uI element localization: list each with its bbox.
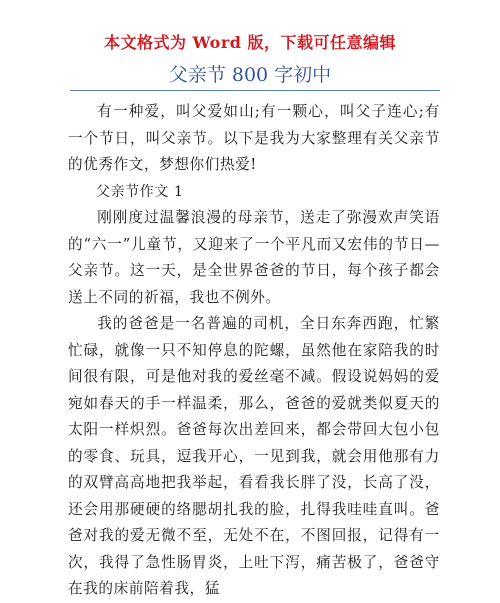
body-paragraph: 我的爸爸是一名普遍的司机，全日东奔西跑，忙繁忙碌，就像一只不知停息的陀螺，虽然他在家陪我的时间很有限，可是他对我的爱丝毫不减。假设说妈妈的爱宛如春天的手一样温柔，那么，爸爸的爱就类似夏天的太阳一样炽烈。爸爸每次出差回来，都会带回大包小包的零食、玩具，逗我开心，一见到我，就会用他那有力的双臂高高地把我举起，看看我长胖了没，长高了没，还会用那硬硬的络腮胡扎我的脸，扎得我哇哇直叫。爸爸对我的爱无微不至，无处不在，不图回报，记得有一次，我得了急性肠胃炎，上吐下泻，痛苦极了，爸爸守在我的床前陪着我，猛 — [68, 315, 440, 597]
title-divider — [70, 90, 440, 91]
document-body — [68, 99, 440, 603]
format-banner: 本文格式为 Word 版，下载可任意编辑 — [103, 33, 397, 52]
intro-paragraph: 有一种爱，叫父爱如山;有一颗心，叫父子连心;有一个节日，叫父亲节。以下是我为大家整理有关父亲节的优秀作文，梦想你们热爱! — [68, 103, 440, 173]
body-paragraph: 刚刚度过温馨浪漫的母亲节，送走了弥漫欢声笑语的“六一”儿童节，又迎来了一个平凡而又宏伟的节日—父亲节。这一天，是全世界爸爸的节日，每个孩子都会送上不同的祈福，我也不例外。 — [68, 209, 440, 306]
section-heading: 父亲节作文 1 — [96, 183, 184, 200]
document-title: 父亲节 800 字初中 — [168, 64, 332, 86]
